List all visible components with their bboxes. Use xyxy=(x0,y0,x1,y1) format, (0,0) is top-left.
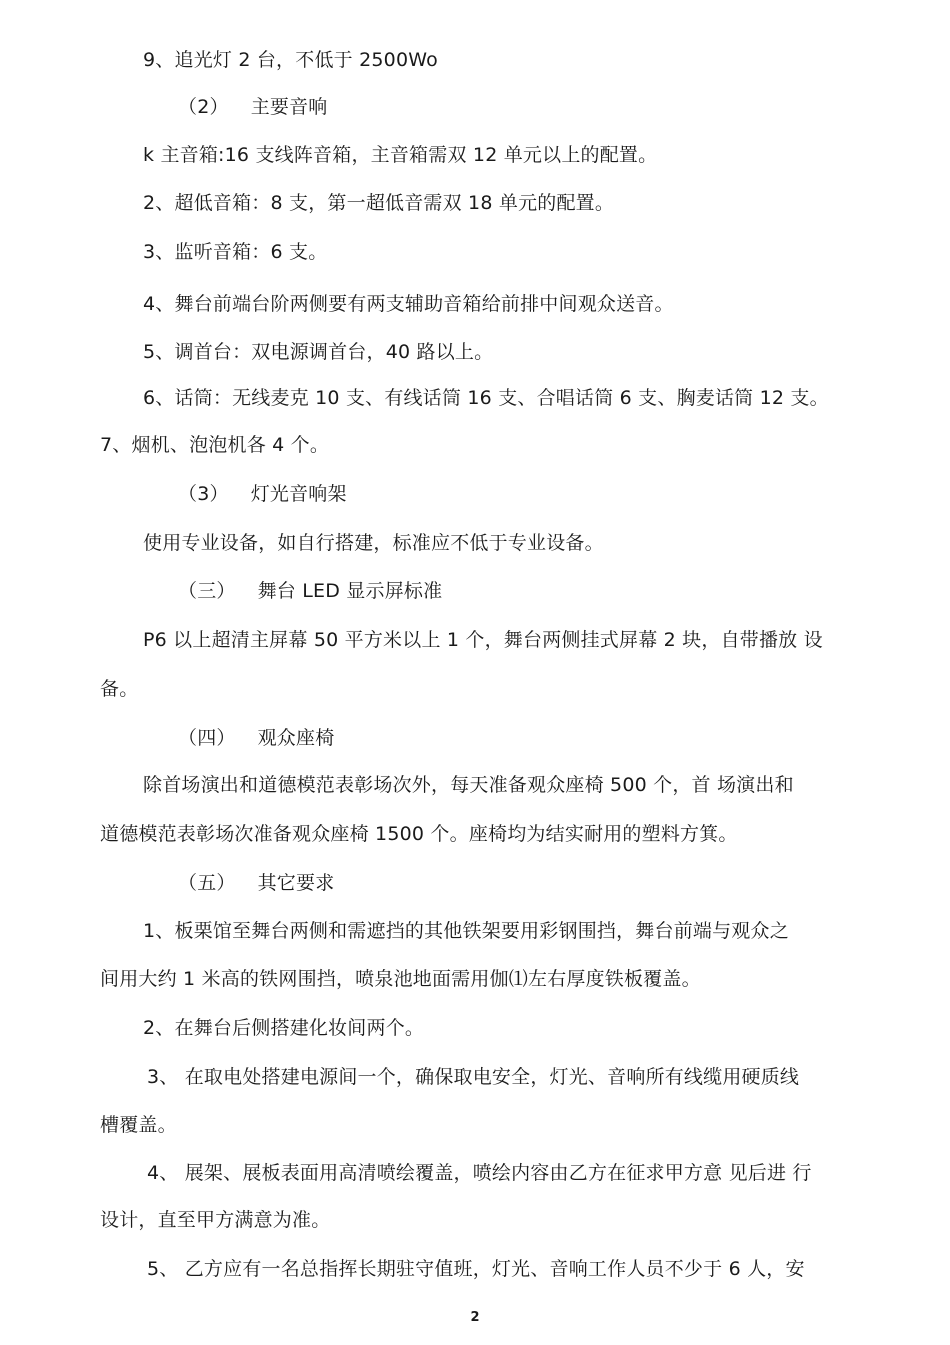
heading-number: （五） xyxy=(178,872,236,894)
paragraph-line: 1、板栗馆至舞台两侧和需遮挡的其他铁架要用彩钢围挡，舞台前端与观众之 xyxy=(143,920,789,942)
paragraph-line: 设计，直至甲方满意为准。 xyxy=(100,1209,331,1231)
paragraph-line: 2、超低音箱：8 支，第一超低音需双 18 单元的配置。 xyxy=(143,192,615,214)
section-heading xyxy=(178,579,442,603)
paragraph-line: 5、 乙方应有一名总指挥长期驻守值班，灯光、音响工作人员不少于 6 人，安 xyxy=(147,1258,805,1280)
section-heading xyxy=(178,871,334,895)
heading-number: （3） xyxy=(178,483,229,505)
paragraph-line: 6、话筒：无线麦克 10 支、有线话筒 16 支、合唱话筒 6 支、胸麦话筒 12 支。 xyxy=(143,387,829,409)
paragraph-line: 4、 展架、展板表面用高清喷绘覆盖，喷绘内容由乙方在征求甲方意 见后进 行 xyxy=(147,1162,812,1184)
section-heading xyxy=(178,726,334,750)
paragraph-line: 间用大约 1 米高的铁网围挡，喷泉池地面需用伽⑴左右厚度铁板覆盖。 xyxy=(100,968,701,990)
section-heading xyxy=(178,95,328,119)
heading-number: （三） xyxy=(178,580,236,602)
heading-number: （四） xyxy=(178,727,236,749)
paragraph-line: 5、调首台：双电源调首台，40 路以上。 xyxy=(143,341,494,363)
paragraph-line: 除首场演出和道德模范表彰场次外，每天准备观众座椅 500 个，首 场演出和 xyxy=(143,774,794,796)
paragraph-line: 3、 在取电处搭建电源间一个，确保取电安全，灯光、音响所有线缆用硬质线 xyxy=(147,1066,800,1088)
heading-text: 灯光音响架 xyxy=(250,483,347,505)
paragraph-line: 备。 xyxy=(100,678,139,700)
paragraph-line: 9、追光灯 2 台，不低于 2500Wo xyxy=(143,49,438,71)
paragraph-line: 3、监听音箱：6 支。 xyxy=(143,241,328,263)
paragraph-line: 2、在舞台后侧搭建化妆间两个。 xyxy=(143,1017,425,1039)
heading-text: 主要音响 xyxy=(250,96,328,118)
heading-text: 舞台 LED 显示屏标准 xyxy=(257,580,443,602)
paragraph-line: 槽覆盖。 xyxy=(100,1114,177,1136)
paragraph-line: 4、舞台前端台阶两侧要有两支辅助音箱给前排中间观众送音。 xyxy=(143,293,674,315)
page-number: 2 xyxy=(470,1310,480,1325)
heading-text: 其它要求 xyxy=(257,872,335,894)
section-heading xyxy=(178,482,347,506)
heading-text: 观众座椅 xyxy=(257,727,335,749)
paragraph-line: 道德模范表彰场次准备观众座椅 1500 个。座椅均为结实耐用的塑料方箕。 xyxy=(100,823,738,845)
heading-number: （2） xyxy=(178,96,229,118)
paragraph-line: k 主音箱:16 支线阵音箱，主音箱需双 12 单元以上的配置。 xyxy=(143,144,658,166)
paragraph-line: 7、烟机、泡泡机各 4 个。 xyxy=(100,434,330,456)
paragraph-line: P6 以上超清主屏幕 50 平方米以上 1 个，舞台两侧挂式屏幕 2 块，自带播放 设 xyxy=(143,629,823,651)
paragraph-line: 使用专业设备，如自行搭建，标准应不低于专业设备。 xyxy=(143,532,604,554)
